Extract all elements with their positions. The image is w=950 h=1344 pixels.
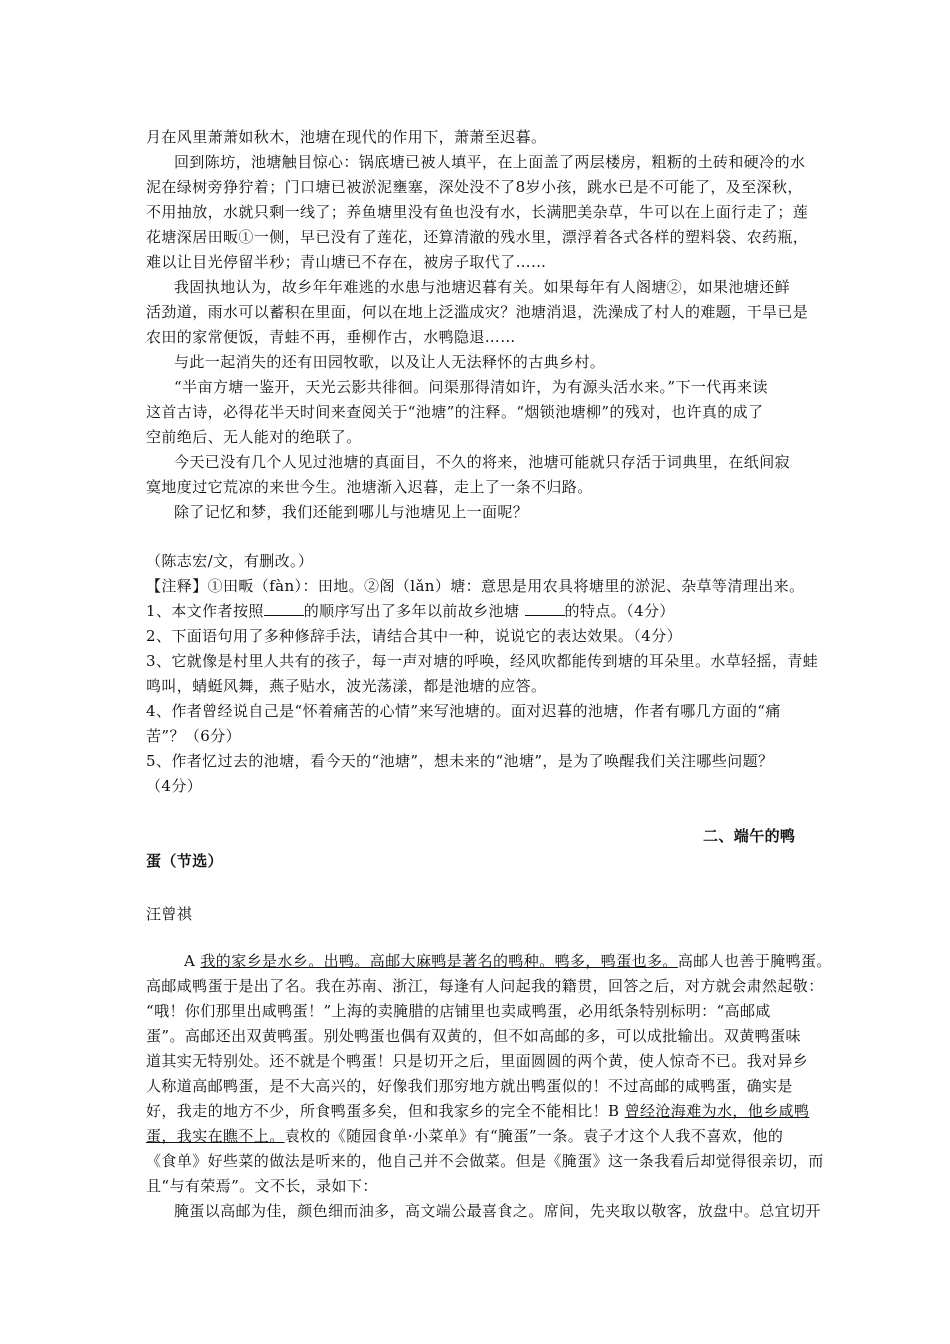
section-title-continued: 蛋（节选） (146, 852, 224, 870)
question-line: （4分） (146, 777, 203, 795)
underlined-sentence-a: 我的家乡是水乡。出鸭。高邮大麻鸭是著名的鸭种。鸭多，鸭蛋也多。 (200, 952, 678, 970)
question-1-part-b: 的顺序写出了多年以前故乡池塘 (303, 602, 525, 620)
question-line: 2、下面语句用了多种修辞手法，请结合其中一种，说说它的表达效果。（4分） (146, 627, 682, 645)
text-line: 泥在绿树旁狰狞着；门口塘已被淤泥壅塞，深处没不了8岁小孩，跳水已是不可能了，及至深秋， (146, 178, 803, 196)
text-line: 难以让目光停留半秒；青山塘已不存在，被房子取代了…… (146, 253, 547, 271)
text-line: “半亩方塘一鉴开，天光云影共徘徊。问渠那得清如许，为有源头活水来。”下一代再来读 (174, 378, 768, 396)
underlined-sentence-b: 曾经沧海难为水，他乡咸鸭 (624, 1102, 810, 1120)
annotation-note: 【注释】①田畈（fàn）：田地。②阁（lǎn）塘：意思是用农具将塘里的淤泥、杂草等清理出来。 (146, 577, 805, 595)
text-line: 《食单》好些菜的做法是听来的，他自己并不会做菜。但是《腌蛋》这一条我看后却觉得很亲切，而 (146, 1152, 824, 1170)
text-line: “哦！你们那里出咸鸭蛋！”上海的卖腌腊的店铺里也卖咸鸭蛋，必用纸条特别标明：“高邮咸 (146, 1002, 771, 1020)
text-line: 空前绝后、无人能对的绝联了。 (146, 428, 362, 446)
text-line: 这首古诗，必得花半天时间来查阅关于“池塘”的注释。“烟锁池塘柳”的残对，也许真的成了 (146, 403, 764, 421)
text-line (184, 950, 832, 972)
question-1-part-c: 的特点。（4分） (564, 602, 675, 620)
marker-a: A (184, 952, 201, 970)
question-line: 鸣叫，蜻蜓风舞，燕子贴水，波光荡漾，都是池塘的应答。 (146, 677, 547, 695)
question-line: 3、它就像是村里人共有的孩子，每一声对塘的呼唤，经风吹都能传到塘的耳朵里。水草轻摇，青蛙 (146, 652, 819, 670)
answer-blank[interactable] (264, 601, 304, 616)
text-line: 活劲道，雨水可以蓄积在里面，何以在地上泛滥成灾？池塘消退，洗澡成了村人的难题，干旱已是 (146, 303, 809, 321)
question-line: 4、作者曾经说自己是“怀着痛苦的心情”来写池塘的。面对迟暮的池塘，作者有哪几方面的“痛 (146, 702, 781, 720)
text-line: 与此一起消失的还有田园牧歌，以及让人无法释怀的古典乡村。 (174, 353, 606, 371)
section-title: 二、端午的鸭 (703, 827, 796, 845)
text-line: 回到陈坊，池塘触目惊心：锅底塘已被人填平，在上面盖了两层楼房，粗粝的土砖和硬冷的水 (174, 153, 806, 171)
text-span: 袁枚的《随园食单·小菜单》有“腌蛋”一条。袁子才这个人我不喜欢，他的 (284, 1127, 784, 1145)
question-line: 5、作者忆过去的池塘，看今天的“池塘”，想未来的“池塘”，是为了唤醒我们关注哪些问题？ (146, 752, 774, 770)
text-line: 道其实无特别处。还不就是个鸭蛋！只是切开之后，里面圆圆的两个黄，使人惊奇不已。我对异乡 (146, 1052, 809, 1070)
answer-blank[interactable] (525, 601, 565, 616)
text-line: 且“与有荣焉”。文不长，录如下： (146, 1177, 378, 1195)
source-citation: （陈志宏/文，有删改。） (146, 552, 314, 570)
text-line: 农田的家常便饭，青蛙不再，垂柳作古，水鸭隐退…… (146, 328, 516, 346)
text-line: 高邮咸鸭蛋于是出了名。我在苏南、浙江，每逢有人问起我的籍贯，回答之后，对方就会肃然起敬： (146, 977, 824, 995)
text-line (146, 1100, 809, 1122)
text-line: 月在风里萧萧如秋木，池塘在现代的作用下，萧萧至迟暮。 (146, 128, 547, 146)
question-1-part-a: 1、本文作者按照 (146, 602, 264, 620)
text-line: 人称道高邮鸭蛋，是不大高兴的，好像我们那穷地方就出鸭蛋似的！不过高邮的咸鸭蛋，确实是 (146, 1077, 793, 1095)
text-line: 不用抽放，水就只剩一线了；养鱼塘里没有鱼也没有水，长满肥美杂草，牛可以在上面行走了；莲 (146, 203, 809, 221)
text-line: 我固执地认为，故乡年年难逃的水患与池塘迟暮有关。如果每年有人阁塘②，如果池塘还鲜 (174, 278, 791, 296)
text-line: 今天已没有几个人见过池塘的真面目，不久的将来，池塘可能就只存活于词典里，在纸间寂 (174, 453, 791, 471)
text-line: 除了记忆和梦，我们还能到哪儿与池塘见上一面呢？ (174, 503, 529, 521)
text-span: 好，我走的地方不少，所食鸭蛋多矣，但和我家乡的完全不能相比！B (146, 1102, 625, 1120)
text-line: 花塘深居田畈①一侧，早已没有了莲花，还算清澈的残水里，漂浮着各式各样的塑料袋、农药瓶， (146, 228, 809, 246)
author-name: 汪曾祺 (146, 905, 193, 923)
underlined-sentence-b-continued: 蛋，我实在瞧不上。 (146, 1127, 285, 1145)
text-line (146, 1125, 783, 1147)
text-line: 蛋”。高邮还出双黄鸭蛋。别处鸭蛋也偶有双黄的，但不如高邮的多，可以成批输出。双黄鸭蛋味 (146, 1027, 801, 1045)
question-1 (146, 600, 675, 622)
text-line: 腌蛋以高邮为佳，颜色细而油多，高文端公最喜食之。席间，先夹取以敬客，放盘中。总宜切开 (174, 1202, 821, 1220)
question-line: 苦”？（6分） (146, 727, 242, 745)
text-span: 高邮人也善于腌鸭蛋。 (677, 952, 832, 970)
text-line: 寞地度过它荒凉的来世今生。池塘渐入迟暮，走上了一条不归路。 (146, 478, 593, 496)
